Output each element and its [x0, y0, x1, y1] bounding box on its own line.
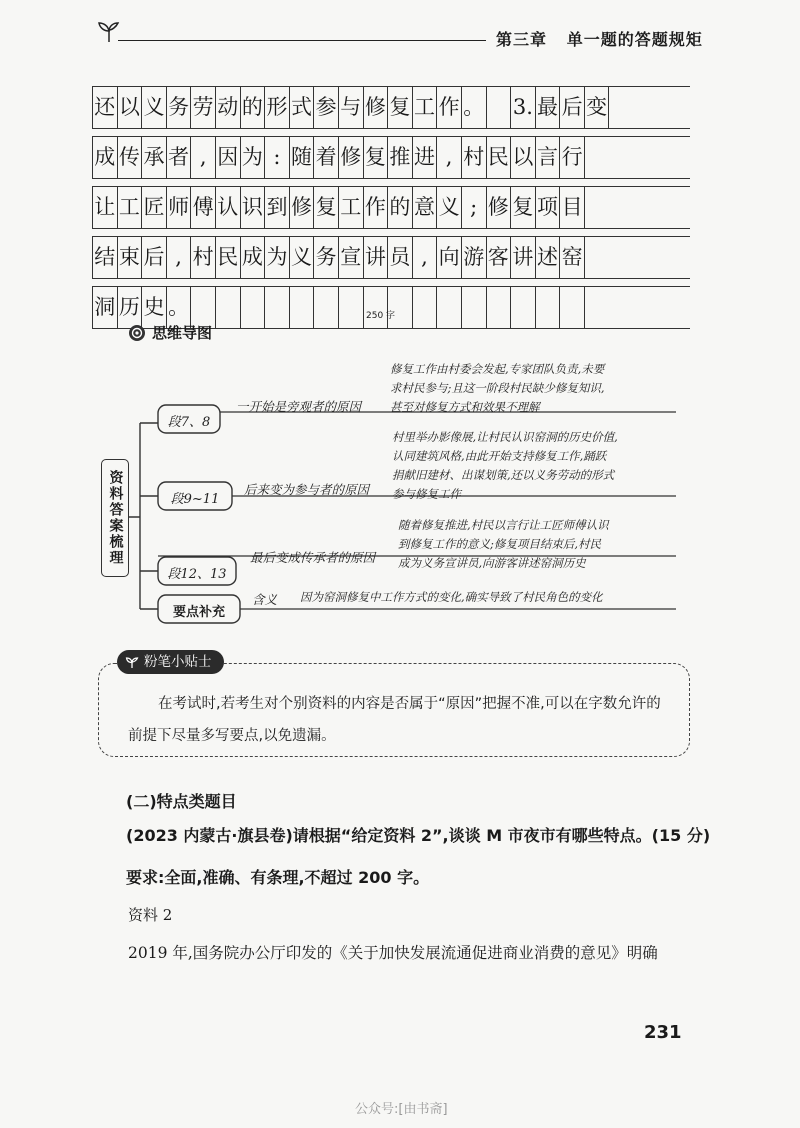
grid-cell: 还 [93, 87, 118, 128]
grid-cell: 师 [167, 187, 192, 228]
section-title: (二)特点类题目 [126, 792, 237, 811]
grid-cell: 务 [167, 87, 192, 128]
grid-cell: 因 [216, 137, 241, 178]
branch-label-2: 后来变为参与者的原因 [244, 482, 370, 497]
grid-cell: 修 [364, 87, 389, 128]
grid-cell: 的 [241, 87, 266, 128]
grid-cell: 窑 [560, 237, 585, 278]
grid-cell: 讲 [511, 237, 536, 278]
grid-cell: 行 [560, 137, 585, 178]
grid-cell: 傅 [191, 187, 216, 228]
grid-cell: 到 [265, 187, 290, 228]
grid-cell: 后 [560, 87, 585, 128]
branch-box-3: 段12、13 [167, 567, 227, 582]
grid-cell: 参 [314, 87, 339, 128]
grid-cell: 劳 [191, 87, 216, 128]
grid-cell: 修 [339, 137, 364, 178]
grid-cell: 客 [487, 237, 512, 278]
grid-cell: 动 [216, 87, 241, 128]
grid-cell: 进 [413, 137, 438, 178]
grid-cell: 随 [290, 137, 315, 178]
grid-cell: 着 [314, 137, 339, 178]
grid-cell: 认 [216, 187, 241, 228]
grid-cell: 的 [388, 187, 413, 228]
grid-cell: 宣 [339, 237, 364, 278]
grid-cell: 修 [290, 187, 315, 228]
grid-cell: 目 [560, 187, 585, 228]
grid-cell: 修 [487, 187, 512, 228]
grid-cell: 结 [93, 237, 118, 278]
grid-cell: 式 [290, 87, 315, 128]
grid-cell: 述 [536, 237, 561, 278]
branch-box-2: 段9~11 [170, 492, 220, 507]
material-text: 2019 年,国务院办公厅印发的《关于加快发展流通促进商业消费的意见》明确 [128, 944, 658, 962]
grid-cell: 最 [536, 87, 561, 128]
grid-cell: 言 [536, 137, 561, 178]
grid-cell: 民 [216, 237, 241, 278]
grid-cell: 作 [364, 187, 389, 228]
grid-cell: 员 [388, 237, 413, 278]
grid-cell: 传 [118, 137, 143, 178]
grid-cell: 让 [93, 187, 118, 228]
grid-cell: : [265, 137, 290, 178]
grid-cell: 游 [462, 237, 487, 278]
branch-box-4: 要点补充 [172, 605, 225, 620]
branch-notes-4: 因为窑洞修复中工作方式的变化,确实导致了村民角色的变化 [300, 590, 603, 604]
grid-cell: 束 [118, 237, 143, 278]
branch-label-3: 最后变成传承者的原因 [250, 550, 376, 565]
grid-cell: 项 [536, 187, 561, 228]
grid-cell: 义 [437, 187, 462, 228]
grid-cell: 推 [388, 137, 413, 178]
grid-cell: 3. [511, 87, 536, 128]
grid-cell: 后 [142, 237, 167, 278]
grid-cell: 与 [339, 87, 364, 128]
branch-label-1: 一开始是旁观者的原因 [236, 399, 362, 414]
page-number: 231 [644, 1022, 682, 1043]
grid-cell: 以 [511, 137, 536, 178]
grid-cell: 历 [118, 287, 143, 328]
grid-cell: , [413, 237, 438, 278]
chapter-label: 第三章 [496, 30, 548, 49]
tip-text: 在考试时,若考生对个别资料的内容是否属于“原因”把握不准,可以在字数允许的前提下尽量多写要点,以免遗漏。 [128, 696, 661, 744]
grid-cell: 为 [241, 137, 266, 178]
question-text: (2023 内蒙古·旗县卷)请根据“给定资料 2”,谈谈 M 市夜市有哪些特点。(15 分) [126, 826, 711, 845]
grid-cell: 民 [487, 137, 512, 178]
grid-cell: 。 [462, 87, 487, 128]
grid-cell: 识 [241, 187, 266, 228]
grid-cell: 变 [585, 87, 610, 128]
section-label: 单一题的答题规矩 [566, 30, 703, 49]
grid-cell: 复 [364, 137, 389, 178]
grid-cell: 成 [93, 137, 118, 178]
grid-cell: 村 [191, 237, 216, 278]
grid-cell: 形 [265, 87, 290, 128]
grid-cell: 复 [388, 87, 413, 128]
grid-cell: , [191, 137, 216, 178]
grid-cell: 工 [118, 187, 143, 228]
branch-box-1: 段7、8 [167, 415, 211, 430]
grid-cell: 承 [142, 137, 167, 178]
grid-cell: 工 [339, 187, 364, 228]
branch-label-4: 含义 [252, 592, 278, 607]
material-title: 资料 2 [128, 906, 173, 924]
grid-cell: 义 [142, 87, 167, 128]
grid-cell: 。 [167, 287, 192, 328]
grid-cell: ; [462, 187, 487, 228]
mindmap-heading-text: 思维导图 [152, 324, 213, 342]
grid-cell: , [167, 237, 192, 278]
grid-cell: 义 [290, 237, 315, 278]
word-count-label: 250 字 [366, 311, 396, 321]
grid-cell: 成 [241, 237, 266, 278]
grid-cell: 以 [118, 87, 143, 128]
grid-cell: 工 [413, 87, 438, 128]
grid-cell: 作 [437, 87, 462, 128]
grid-cell: 讲 [364, 237, 389, 278]
grid-cell: 意 [413, 187, 438, 228]
grid-cell: , [437, 137, 462, 178]
grid-cell: 者 [167, 137, 192, 178]
requirement-text: 要求:全面,准确、有条理,不超过 200 字。 [126, 868, 430, 887]
grid-cell: 史 [142, 287, 167, 328]
branch-notes-3: 随着修复推进,村民以言行让工匠师傅认识 到修复工作的意义;修复项目结束后,村民 成为义务宣讲员,向游客讲述窑洞历史 [398, 518, 609, 570]
mindmap-root: 资料答案梳理 [101, 459, 129, 577]
grid-cell: 务 [314, 237, 339, 278]
grid-cell: 向 [437, 237, 462, 278]
tip-title-pill [117, 650, 224, 674]
branch-notes-2: 村里举办影像展,让村民认识窑洞的历史价值, 认同建筑风格,由此开始支持修复工作,踊跃 捐献旧建材、出谋划策,还以义务劳动的形式 参与修复工作 [392, 430, 618, 501]
branch-notes-1: 修复工作由村委会发起,专家团队负责,未要 求村民参与;且这一阶段村民缺少修复知识, 甚至对修复方式和效果不理解 [390, 362, 605, 414]
grid-cell: 复 [511, 187, 536, 228]
grid-cell: 洞 [93, 287, 118, 328]
watermark: 公众号:[由书斋] [355, 1102, 448, 1117]
grid-cell: 复 [314, 187, 339, 228]
grid-cell: 匠 [142, 187, 167, 228]
tip-title: 粉笔小贴士 [144, 654, 212, 670]
grid-cell: 为 [265, 237, 290, 278]
sprout-icon [125, 655, 139, 669]
grid-cell: 村 [462, 137, 487, 178]
